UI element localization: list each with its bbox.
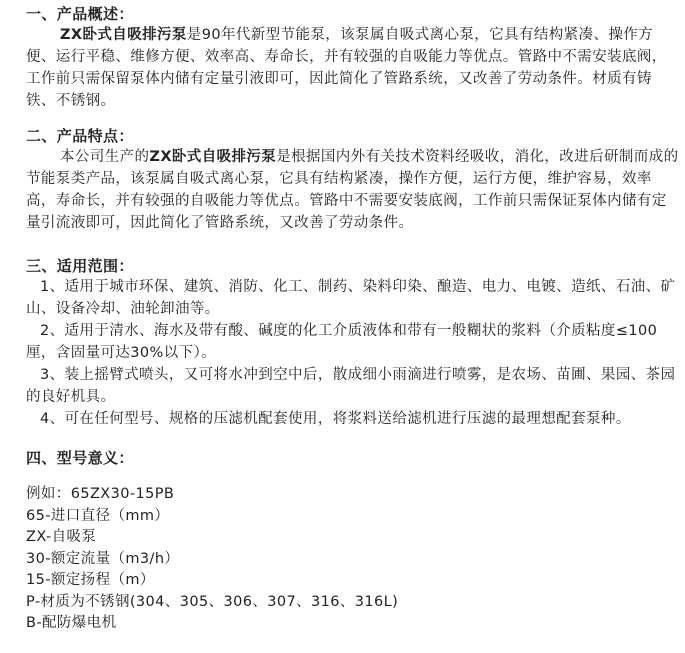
list-item: 2、适用于清水、海水及带有酸、碱度的化工介质液体和带有一般糊状的浆料（介质粘度≤100厘，含固量可达30%以下）。 bbox=[26, 323, 658, 361]
model-line: 30-额定流量（m3/h） bbox=[26, 550, 180, 567]
model-line: ZX-自吸泵 bbox=[26, 529, 97, 545]
list-item: 1、适用于城市环保、建筑、消防、化工、制药、染料印染、酿造、电力、电镀、造纸、石油、矿山、设备冷却、油轮卸油等。 bbox=[26, 279, 676, 317]
features-lead: 本公司生产的 bbox=[60, 149, 150, 165]
applications-list bbox=[26, 276, 679, 430]
model-line: P-材质为不锈钢(304、305、306、307、316、316L) bbox=[26, 593, 399, 610]
section-title-overview: 一、产品概述： bbox=[26, 5, 134, 23]
model-example: 例如：65ZX30-15PB bbox=[26, 486, 175, 502]
model-line: 65-进口直径（mm） bbox=[26, 507, 170, 524]
section-title-features: 二、产品特点： bbox=[26, 127, 134, 145]
features-text: 是根据国内外有关技术资料经吸收，消化，改进后研制而成的节能泵类产品，该泵属自吸式离心泵，它具有结构紧凑，操作方便，运行方便，维护容易，效率高，寿命长，并有较强的自吸能力等优点。管路中不需要安装底阀，工作前只需保证泵体内储有定量引流液即可，因此简化了管路系统，又改善了劳动条件。 bbox=[26, 149, 679, 231]
list-item: 3、装上摇臂式喷头，又可将水冲到空中后，散成细小雨滴进行喷雾，是农场、苗圃、果园、茶园的良好机具。 bbox=[26, 367, 676, 405]
features-paragraph bbox=[26, 146, 679, 234]
list-item: 4、可在任何型号、规格的压滤机配套使用，将浆料送给滤机进行压滤的最理想配套泵种。 bbox=[40, 411, 631, 427]
product-name: ZX卧式自吸排污泵 bbox=[149, 149, 277, 165]
section-title-model-meaning: 四、型号意义： bbox=[26, 449, 134, 467]
product-name: ZX卧式自吸排污泵 bbox=[60, 27, 187, 43]
overview-text: 是90年代新型节能泵，该泵属自吸式离心泵，它具有结构紧凑、操作方便、运行平稳、维修方便、效率高、寿命长，并有较强的自吸能力等优点。管路中不需安装底阀，工作前只需保留泵体内储有定量引液即可，因此简化了管路系统，又改善了劳动条件。材质有铸铁、不锈钢。 bbox=[26, 27, 667, 109]
overview-paragraph bbox=[26, 24, 679, 112]
model-meaning-list bbox=[26, 484, 679, 635]
model-line: B-配防爆电机 bbox=[26, 615, 117, 631]
section-title-applications: 三、适用范围： bbox=[26, 257, 134, 275]
model-line: 15-额定扬程（m） bbox=[26, 572, 155, 588]
